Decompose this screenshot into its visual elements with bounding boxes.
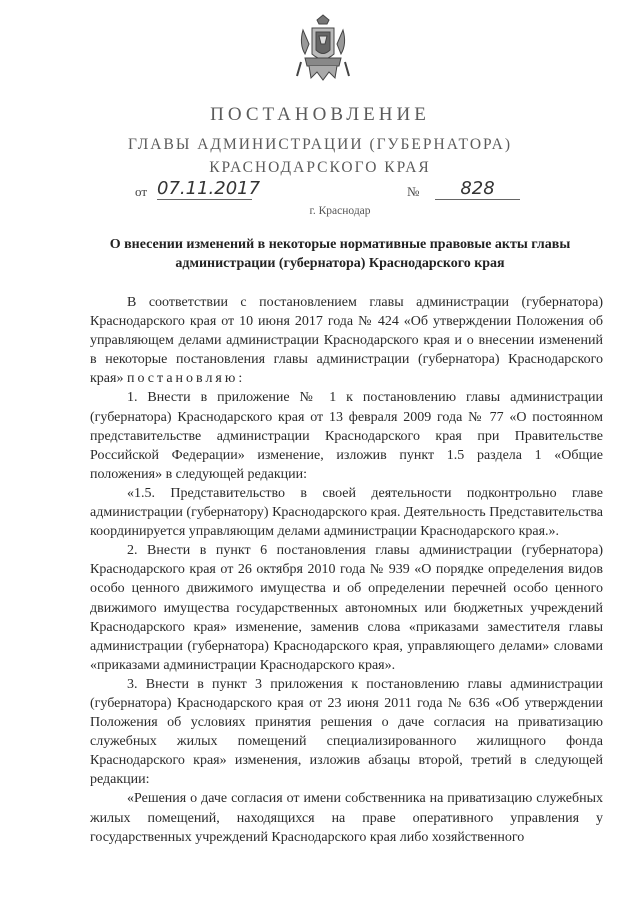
body-paragraph-4: 2. Внести в пункт 6 постановления главы администрации (губернатора) Краснодарского края от 26 октября 2010 года № 939 «О порядке определения видов особо ценного движимого имущества и об определении перечней особо ценного движимого имущества государственных автономных или бюджетных учреждений Краснодарского края» изменение, заменив слова «приказами заместителя главы администрации (губернатора) Краснодарского края, управляющего делами» словами «приказами администрации Краснодарского края». bbox=[90, 543, 603, 673]
document-type-title: ПОСТАНОВЛЕНИЕ bbox=[210, 104, 430, 125]
resolve-word: постановляю: bbox=[126, 371, 246, 387]
city-label: г. Краснодар bbox=[309, 205, 371, 217]
issuer-line-2: КРАСНОДАРСКОГО КРАЯ bbox=[209, 159, 431, 176]
body-paragraph-6: «Решения о даче согласия от имени собственника на приватизацию служебных жилых помещений, находящихся на праве оперативного управления у государственных учреждений Краснодарского края либо хозяйственного bbox=[90, 791, 603, 845]
subject-line-2: администрации (губернатора) Краснодарского края bbox=[175, 256, 505, 271]
document-body bbox=[90, 293, 603, 847]
body-paragraph-3: «1.5. Представительство в своей деятельности подконтрольно главе администрации (губернатору) Краснодарского края. Деятельность Представительства координируется управляющим делами администрации Краснодарского края.». bbox=[90, 485, 603, 540]
issuer-line-1: ГЛАВЫ АДМИНИСТРАЦИИ (ГУБЕРНАТОРА) bbox=[127, 136, 512, 153]
date-number-line bbox=[135, 180, 535, 204]
body-paragraph-5: 3. Внести в пункт 3 приложения к постановлению главы администрации (губернатора) Краснодарского края от 23 июня 2011 года № 636 «Об утверждении Положения об условиях принятия решения о даче согласия на приватизацию служебных жилых помещений специализированного жилищного фонда Краснодарского края» изменения, изложив абзацы второй, третий в следующей редакции: bbox=[90, 676, 603, 788]
coat-of-arms-emblem bbox=[295, 14, 351, 84]
subject-line-1: О внесении изменений в некоторые нормативные правовые акты главы bbox=[109, 237, 571, 252]
paragraph-1-text: В соответствии с постановлением главы администрации (губернатора) Краснодарского края от 10 июня 2017 года № 424 «Об утверждении Положения об управляющем делами администрации Краснодарского края и о внесении изменений в некоторые постановления главы администрации (губернатора) Краснодарского края» bbox=[90, 295, 603, 387]
document-number: 828 bbox=[435, 178, 520, 200]
number-prefix: № bbox=[407, 184, 420, 199]
date-prefix: от bbox=[135, 184, 148, 199]
document-subject bbox=[90, 235, 590, 273]
body-paragraph-2: 1. Внести в приложение № 1 к постановлению главы администрации (губернатора) Краснодарского края от 13 февраля 2009 года № 77 «О постоянном представительстве администрации Краснодарского края при Правительстве Российской Федерации» изменение, изложив пункт 1.5 раздела 1 «Общие положения» в следующей редакции: bbox=[90, 390, 603, 482]
body-paragraph-1 bbox=[90, 293, 603, 388]
document-date: 07.11.2017 bbox=[157, 178, 261, 199]
